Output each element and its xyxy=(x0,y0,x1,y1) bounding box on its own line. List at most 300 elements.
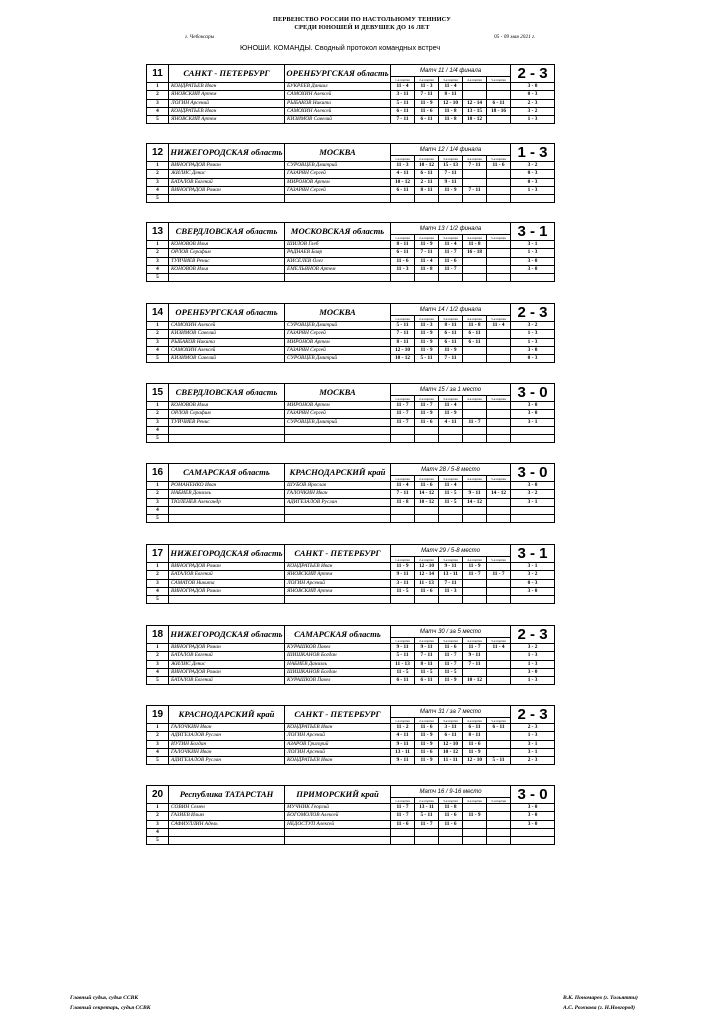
set-score: 11 - 9 xyxy=(439,346,463,354)
set-score xyxy=(463,170,487,178)
game-result: 3 - 2 xyxy=(511,571,555,579)
set-score: 7 - 11 xyxy=(463,660,487,668)
match-title: Матч 11 / 1/4 финала xyxy=(391,65,511,77)
player1-name xyxy=(169,274,285,282)
player2-name: СУРОВЦЕВ Дмитрий xyxy=(285,355,391,363)
game-result xyxy=(511,828,555,836)
game-result: 3 - 0 xyxy=(511,820,555,828)
set-score xyxy=(487,820,511,828)
set-score: 2 - 11 xyxy=(415,178,439,186)
player1-name xyxy=(169,837,285,845)
player1-name: ТУЙЧИЕВ Ренис xyxy=(169,257,285,265)
game-result: 2 - 3 xyxy=(511,724,555,732)
team1-name: НИЖЕГОРОДСКАЯ область xyxy=(169,144,285,162)
match-score: 3 - 1 xyxy=(511,545,555,563)
player1-name: ЖИЛИС Денис xyxy=(169,660,285,668)
set-header: 2-я партия xyxy=(415,235,439,241)
set-score xyxy=(487,652,511,660)
set-score: 12 - 10 xyxy=(415,563,439,571)
set-score xyxy=(487,660,511,668)
game-number: 1 xyxy=(147,644,169,652)
game-result: 3 - 0 xyxy=(511,265,555,273)
set-score: 11 - 4 xyxy=(439,241,463,249)
set-score: 13 - 15 xyxy=(463,107,487,115)
set-score xyxy=(487,170,511,178)
set-score xyxy=(439,596,463,604)
set-score: 11 - 6 xyxy=(415,107,439,115)
set-header: 5-я партия xyxy=(487,798,511,804)
set-score: 14 - 12 xyxy=(415,490,439,498)
set-header: 1-я партия xyxy=(391,235,415,241)
game-result: 1 - 3 xyxy=(511,660,555,668)
set-score: 11 - 3 xyxy=(391,162,415,170)
set-score: 11 - 4 xyxy=(391,83,415,91)
set-score: 6 - 11 xyxy=(487,99,511,107)
game-number: 5 xyxy=(147,515,169,523)
game-number: 1 xyxy=(147,402,169,410)
match-title: Матч 29 / 5-8 место xyxy=(391,545,511,557)
game-number: 5 xyxy=(147,677,169,685)
player1-name: БАТАЛОВ Евгений xyxy=(169,178,285,186)
match-block xyxy=(146,143,554,207)
game-number: 5 xyxy=(147,837,169,845)
game-number: 1 xyxy=(147,482,169,490)
set-score xyxy=(487,186,511,194)
player1-name xyxy=(169,435,285,443)
set-score: 6 - 11 xyxy=(391,107,415,115)
set-score: 6 - 11 xyxy=(391,677,415,685)
set-score xyxy=(463,410,487,418)
set-score xyxy=(415,426,439,434)
set-score: 12 - 14 xyxy=(415,571,439,579)
set-score: 11 - 4 xyxy=(415,257,439,265)
set-score xyxy=(487,506,511,514)
game-number: 5 xyxy=(147,195,169,203)
set-score: 11 - 3 xyxy=(439,587,463,595)
set-header: 1-я партия xyxy=(391,718,415,724)
set-score: 8 - 11 xyxy=(439,322,463,330)
set-header: 4-я партия xyxy=(463,557,487,563)
set-score xyxy=(463,579,487,587)
team2-name: ПРИМОРСКИЙ край xyxy=(285,786,391,804)
set-score xyxy=(487,257,511,265)
set-score: 6 - 11 xyxy=(463,330,487,338)
player1-name: РОМАНЕНКО Иван xyxy=(169,482,285,490)
set-score: 13 - 11 xyxy=(415,804,439,812)
player1-name: САМОХИН Алексей xyxy=(169,346,285,354)
set-score xyxy=(391,596,415,604)
game-result: 0 - 3 xyxy=(511,355,555,363)
team2-name: ОРЕНБУРГСКАЯ область xyxy=(285,65,391,83)
set-score xyxy=(463,265,487,273)
set-score: 9 - 11 xyxy=(391,757,415,765)
chief-secretary-name: А.С. Рожкова (г. Н.Новгород) xyxy=(563,1005,635,1011)
player2-name: ГАЗАРЯН Сергей xyxy=(285,186,391,194)
player1-name: КИЗИМОВ Савелий xyxy=(169,355,285,363)
set-header: 3-я партия xyxy=(439,476,463,482)
player1-name xyxy=(169,515,285,523)
game-number: 2 xyxy=(147,91,169,99)
doc-city: г. Чебоксары xyxy=(185,34,215,40)
game-number: 1 xyxy=(147,83,169,91)
player1-name: ИУТИН Богдан xyxy=(169,740,285,748)
player2-name: НЕДОСТУП Алексей xyxy=(285,820,391,828)
set-score: 4 - 11 xyxy=(391,732,415,740)
set-score: 11 - 7 xyxy=(391,402,415,410)
team1-name: ОРЕНБУРГСКАЯ область xyxy=(169,304,285,322)
team1-name: Республика ТАТАРСТАН xyxy=(169,786,285,804)
set-score: 7 - 11 xyxy=(439,579,463,587)
set-score xyxy=(487,740,511,748)
game-result: 3 - 0 xyxy=(511,804,555,812)
set-score: 11 - 3 xyxy=(391,265,415,273)
player1-name: КОНОВОВ Илья xyxy=(169,402,285,410)
set-score xyxy=(439,828,463,836)
set-header: 1-я партия xyxy=(391,396,415,402)
set-score: 7 - 11 xyxy=(415,652,439,660)
team1-score: 3 xyxy=(517,786,526,803)
match-block xyxy=(146,625,554,689)
player1-name: ВИНОГРАДОВ Роман xyxy=(169,587,285,595)
match-number: 17 xyxy=(147,545,169,563)
set-score: 11 - 6 xyxy=(415,724,439,732)
set-score: 8 - 11 xyxy=(391,338,415,346)
match-number: 13 xyxy=(147,223,169,241)
set-score: 9 - 11 xyxy=(391,571,415,579)
set-score xyxy=(487,812,511,820)
set-score: 11 - 6 xyxy=(391,820,415,828)
set-score: 11 - 6 xyxy=(415,587,439,595)
game-result: 3 - 0 xyxy=(511,410,555,418)
player1-name: КОНОВОВ Илья xyxy=(169,265,285,273)
set-score: 16 - 18 xyxy=(463,249,487,257)
set-header: 4-я партия xyxy=(463,798,487,804)
set-score: 12 - 10 xyxy=(439,740,463,748)
game-number: 5 xyxy=(147,274,169,282)
player2-name: ШИШКАНОВ Богдан xyxy=(285,652,391,660)
team1-name: КРАСНОДАРСКИЙ край xyxy=(169,706,285,724)
set-score xyxy=(487,83,511,91)
set-score: 11 - 9 xyxy=(415,740,439,748)
set-header: 2-я партия xyxy=(415,638,439,644)
set-score: 11 - 4 xyxy=(439,482,463,490)
player2-name: МИРОНОВ Артем xyxy=(285,402,391,410)
player2-name xyxy=(285,828,391,836)
set-score: 11 - 5 xyxy=(415,668,439,676)
game-number: 3 xyxy=(147,338,169,346)
set-score xyxy=(463,587,487,595)
set-score: 11 - 3 xyxy=(415,83,439,91)
player1-name: ОРЛОВ Серафим xyxy=(169,249,285,257)
set-score: 12 - 10 xyxy=(391,346,415,354)
team1-score: 2 xyxy=(517,626,526,643)
set-score: 11 - 3 xyxy=(415,322,439,330)
set-score xyxy=(487,265,511,273)
set-score: 10 - 12 xyxy=(439,748,463,756)
game-result: 2 - 3 xyxy=(511,757,555,765)
set-score: 7 - 11 xyxy=(463,186,487,194)
game-number: 2 xyxy=(147,812,169,820)
set-score: 9 - 11 xyxy=(439,178,463,186)
set-score: 13 - 11 xyxy=(439,571,463,579)
team1-score: 3 xyxy=(517,223,526,240)
set-score xyxy=(487,330,511,338)
set-header: 1-я партия xyxy=(391,557,415,563)
team1-name: СВЕРДЛОВСКАЯ область xyxy=(169,223,285,241)
player1-name: САМАТОВ Никита xyxy=(169,579,285,587)
match-score: 3 - 0 xyxy=(511,786,555,804)
set-score: 5 - 11 xyxy=(415,812,439,820)
game-result: 1 - 3 xyxy=(511,652,555,660)
set-score: 11 - 9 xyxy=(415,410,439,418)
team2-name: САНКТ - ПЕТЕРБУРГ xyxy=(285,545,391,563)
game-result: 3 - 2 xyxy=(511,490,555,498)
player2-name xyxy=(285,596,391,604)
match-title: Матч 14 / 1/2 финала xyxy=(391,304,511,316)
player2-name: ЕМЕЛЬЯНОВ Артем xyxy=(285,265,391,273)
set-score: 11 - 7 xyxy=(391,804,415,812)
set-score: 11 - 2 xyxy=(391,724,415,732)
game-number: 4 xyxy=(147,748,169,756)
set-score xyxy=(487,563,511,571)
set-score: 6 - 11 xyxy=(439,330,463,338)
set-score xyxy=(487,249,511,257)
set-score: 11 - 7 xyxy=(439,652,463,660)
set-header: 4-я партия xyxy=(463,156,487,162)
set-score: 6 - 11 xyxy=(463,338,487,346)
game-result: 3 - 1 xyxy=(511,498,555,506)
player2-name: КУРАШКОВ Павел xyxy=(285,644,391,652)
game-number: 4 xyxy=(147,506,169,514)
set-score: 4 - 11 xyxy=(391,170,415,178)
game-result: 3 - 0 xyxy=(511,346,555,354)
set-header: 3-я партия xyxy=(439,396,463,402)
game-result: 3 - 2 xyxy=(511,107,555,115)
set-header: 2-я партия xyxy=(415,476,439,482)
set-header: 4-я партия xyxy=(463,638,487,644)
player1-name: БАТАЛОВ Евгений xyxy=(169,652,285,660)
set-score: 11 - 9 xyxy=(415,338,439,346)
set-score: 7 - 11 xyxy=(391,330,415,338)
match-block xyxy=(146,463,554,527)
game-result: 3 - 2 xyxy=(511,322,555,330)
player2-name: МИРОНОВ Артем xyxy=(285,338,391,346)
set-score xyxy=(487,804,511,812)
player1-name: ВИНОГРАДОВ Роман xyxy=(169,563,285,571)
set-header: 1-я партия xyxy=(391,156,415,162)
team1-score: 3 xyxy=(517,464,526,481)
game-result: 3 - 1 xyxy=(511,418,555,426)
set-header: 4-я партия xyxy=(463,718,487,724)
set-score: 11 - 6 xyxy=(439,644,463,652)
set-score: 11 - 9 xyxy=(415,99,439,107)
player2-name xyxy=(285,837,391,845)
set-score: 3 - 11 xyxy=(439,724,463,732)
set-score: 11 - 7 xyxy=(463,571,487,579)
set-score xyxy=(415,274,439,282)
set-score xyxy=(487,410,511,418)
game-number: 2 xyxy=(147,249,169,257)
set-score: 11 - 6 xyxy=(439,257,463,265)
set-score xyxy=(487,748,511,756)
set-score: 11 - 9 xyxy=(463,812,487,820)
player1-name xyxy=(169,426,285,434)
team1-score: 3 xyxy=(517,384,526,401)
set-score: 18 - 16 xyxy=(487,107,511,115)
game-result: 1 - 3 xyxy=(511,732,555,740)
set-header: 5-я партия xyxy=(487,638,511,644)
set-score: 11 - 9 xyxy=(463,563,487,571)
set-score: 11 - 9 xyxy=(415,757,439,765)
set-header: 3-я партия xyxy=(439,77,463,83)
game-number: 5 xyxy=(147,355,169,363)
set-score xyxy=(487,338,511,346)
set-score: 11 - 8 xyxy=(463,241,487,249)
player1-name: АДИГЕЗАЛОВ Руслан xyxy=(169,732,285,740)
set-score: 6 - 11 xyxy=(439,338,463,346)
game-result xyxy=(511,274,555,282)
player1-name xyxy=(169,828,285,836)
game-result: 1 - 3 xyxy=(511,330,555,338)
set-score: 5 - 11 xyxy=(415,355,439,363)
player1-name xyxy=(169,596,285,604)
set-score: 11 - 13 xyxy=(391,660,415,668)
doc-dates: 05 - 09 мая 2021 г. xyxy=(494,34,536,40)
player2-name: ШИЛОВ Глеб xyxy=(285,241,391,249)
player2-name xyxy=(285,435,391,443)
set-score: 9 - 11 xyxy=(463,652,487,660)
game-number: 4 xyxy=(147,265,169,273)
set-score: 11 - 6 xyxy=(415,482,439,490)
set-score: 6 - 11 xyxy=(487,724,511,732)
set-score xyxy=(439,515,463,523)
game-number: 2 xyxy=(147,330,169,338)
match-number: 15 xyxy=(147,384,169,402)
team1-score: 2 xyxy=(517,304,526,321)
set-score xyxy=(463,837,487,845)
set-header: 4-я партия xyxy=(463,396,487,402)
game-number: 1 xyxy=(147,162,169,170)
team2-score: 0 xyxy=(539,786,548,803)
set-score xyxy=(415,506,439,514)
set-score xyxy=(391,435,415,443)
team2-score: 0 xyxy=(539,464,548,481)
set-header: 5-я партия xyxy=(487,77,511,83)
protocol-title: ЮНОШИ. КОМАНДЫ. Сводный протокол командных встреч xyxy=(240,43,441,52)
set-score xyxy=(415,195,439,203)
player2-name: ШУБОВ Ярослав xyxy=(285,482,391,490)
player1-name: ВИНОГРАДОВ Роман xyxy=(169,668,285,676)
player1-name: ВИНОГРАДОВ Роман xyxy=(169,186,285,194)
game-number: 2 xyxy=(147,652,169,660)
set-header: 2-я партия xyxy=(415,798,439,804)
game-number: 2 xyxy=(147,571,169,579)
set-header: 2-я партия xyxy=(415,557,439,563)
set-score: 9 - 11 xyxy=(439,563,463,571)
set-score xyxy=(487,426,511,434)
set-score xyxy=(391,274,415,282)
set-score: 10 - 12 xyxy=(415,498,439,506)
set-score: 8 - 11 xyxy=(415,660,439,668)
player2-name xyxy=(285,195,391,203)
doc-title-line1: ПЕРВЕНСТВО РОССИИ ПО НАСТОЛЬНОМУ ТЕННИСУ xyxy=(272,16,452,23)
match-title: Матч 31 / за 7 место xyxy=(391,706,511,718)
set-score: 11 - 6 xyxy=(415,418,439,426)
player2-name: ЯНОВСКИЙ Артем xyxy=(285,571,391,579)
set-score xyxy=(487,195,511,203)
player1-name: ТУЙЧИЕВ Ренис xyxy=(169,418,285,426)
set-score xyxy=(415,837,439,845)
set-score: 6 - 11 xyxy=(415,116,439,124)
team2-score: 3 xyxy=(539,706,548,723)
set-score: 3 - 11 xyxy=(391,91,415,99)
set-score xyxy=(487,402,511,410)
team2-score: 3 xyxy=(539,626,548,643)
set-score: 5 - 11 xyxy=(487,757,511,765)
set-score: 5 - 11 xyxy=(391,322,415,330)
set-score: 11 - 9 xyxy=(463,748,487,756)
player1-name: КОНДРАТЬЕВ Иван xyxy=(169,83,285,91)
game-number: 1 xyxy=(147,724,169,732)
game-number: 2 xyxy=(147,732,169,740)
player1-name: ВИНОГРАДОВ Роман xyxy=(169,644,285,652)
set-header: 1-я партия xyxy=(391,77,415,83)
player2-name: АДИГЕЗАЛОВ Руслан xyxy=(285,498,391,506)
set-score: 11 - 6 xyxy=(439,820,463,828)
set-score xyxy=(391,515,415,523)
team1-score: 2 xyxy=(517,65,526,82)
team2-score: 0 xyxy=(539,384,548,401)
game-number: 2 xyxy=(147,170,169,178)
player2-name: АЗАРОВ Григорий xyxy=(285,740,391,748)
game-number: 4 xyxy=(147,186,169,194)
set-header: 5-я партия xyxy=(487,156,511,162)
set-header: 3-я партия xyxy=(439,718,463,724)
set-header: 2-я партия xyxy=(415,77,439,83)
set-header: 2-я партия xyxy=(415,316,439,322)
set-score: 11 - 6 xyxy=(391,257,415,265)
set-score: 8 - 11 xyxy=(463,732,487,740)
set-score: 3 - 11 xyxy=(391,579,415,587)
set-score xyxy=(463,515,487,523)
set-score: 11 - 4 xyxy=(487,322,511,330)
set-score xyxy=(487,515,511,523)
player2-name: КУРАШКОВ Павел xyxy=(285,677,391,685)
set-score: 11 - 5 xyxy=(439,490,463,498)
set-score xyxy=(415,435,439,443)
game-result xyxy=(511,435,555,443)
set-score xyxy=(487,418,511,426)
set-score xyxy=(487,346,511,354)
match-title: Матч 12 / 1/4 финала xyxy=(391,144,511,156)
set-score xyxy=(487,587,511,595)
set-score: 11 - 7 xyxy=(463,644,487,652)
match-block xyxy=(146,222,554,286)
player1-name: САФИУЛЛИН Адель xyxy=(169,820,285,828)
game-number: 4 xyxy=(147,426,169,434)
set-score xyxy=(463,178,487,186)
player1-name xyxy=(169,506,285,514)
game-number: 5 xyxy=(147,757,169,765)
chief-secretary-label: Главный секретарь, судья ССВК xyxy=(70,1005,151,1011)
set-score xyxy=(439,195,463,203)
set-score: 14 - 12 xyxy=(487,490,511,498)
set-score xyxy=(487,355,511,363)
set-score xyxy=(463,355,487,363)
set-score: 8 - 11 xyxy=(391,241,415,249)
set-header: 1-я партия xyxy=(391,798,415,804)
set-score: 10 - 12 xyxy=(391,178,415,186)
